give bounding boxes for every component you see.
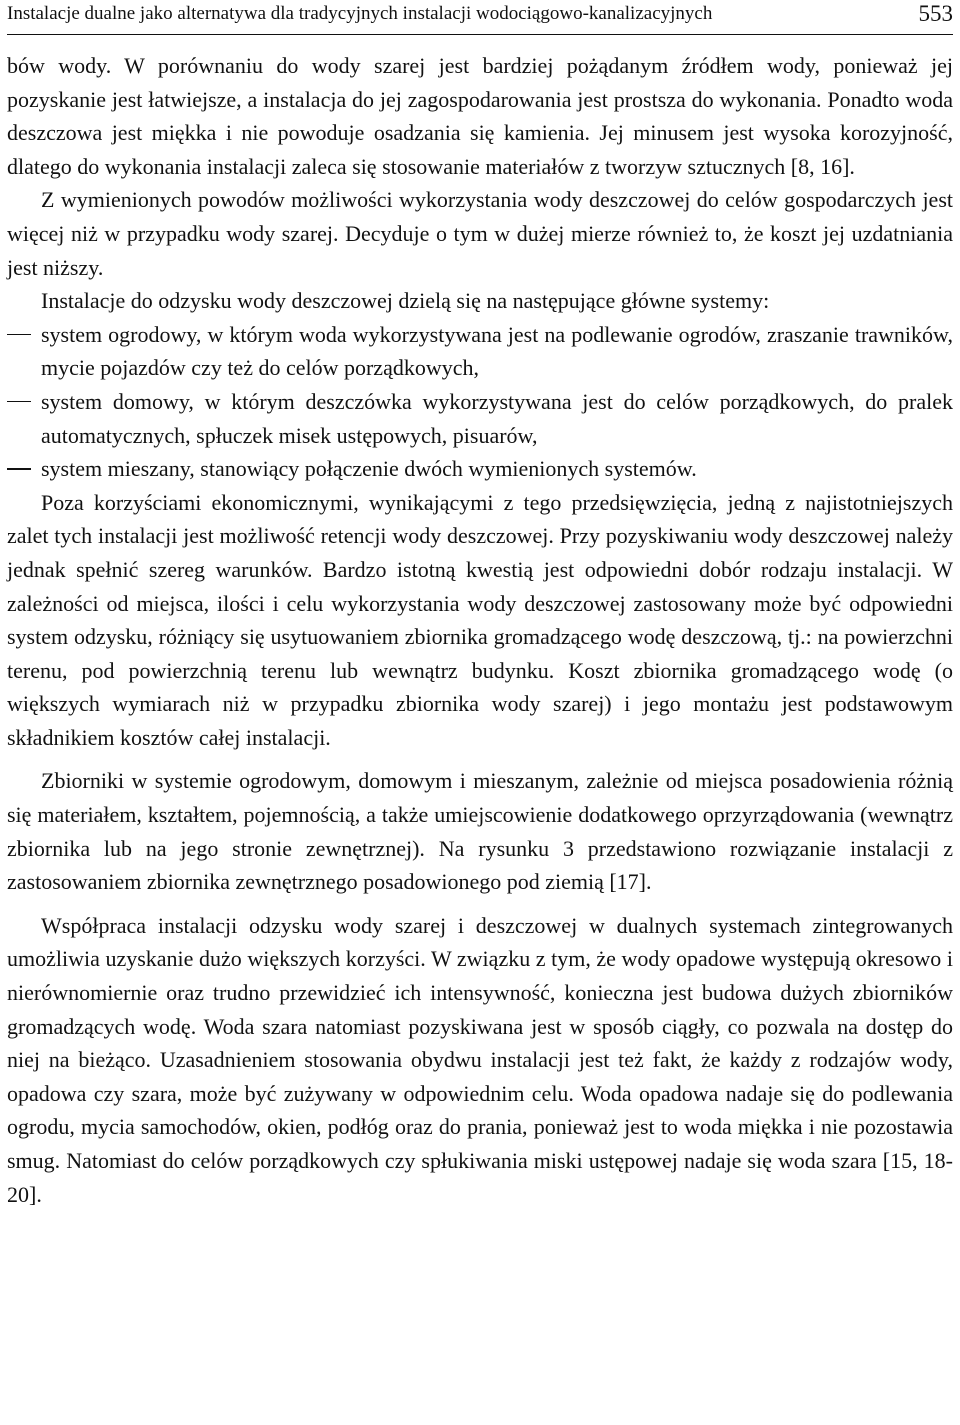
- paragraph-continuation: bów wody. W porównaniu do wody szarej jest bardziej pożądanym źródłem wody, ponieważ jej pozyskanie jest łatwiejsze, a instalacja do jej zagospodarowania jest prostsza do wykonania. Ponadto woda deszczowa jest miękka i nie powoduje osadzania się kamienia. Jej minusem jest wysoka korozyjność, dlatego do wykonania instalacji zaleca się stosowanie materiałów z tworzyw sztucznych [8, 16].: [7, 53, 953, 179]
- dash-bullet-icon: [7, 468, 31, 470]
- running-header-title: Instalacje dualne jako alternatywa dla tradycyjnych instalacji wodociągowo-kanalizacyjnych: [7, 3, 713, 24]
- paragraph-benefits: Poza korzyściami ekonomicznymi, wynikającymi z tego przedsięwzięcia, jedną z najistotniejszych zalet tych instalacji jest możliwość retencji wody deszczowej. Przy pozyskiwaniu wody deszczowej należy jednak spełnić szereg warunków. Bardzo istotną kwestią jest odpowiedni dobór rodzaju instalacji. W zależności od miejsca, ilości i celu wykorzystania wody deszczowej zastosowany może być odpowiedni system odzysku, różniący się usytuowaniem zbiornika gromadzącego wodę deszczową, tj.: na powierzchni terenu, pod powierzchnią terenu lub wewnątrz budynku. Koszt zbiornika gromadzącego wodę (o większych wymiarach niż w przypadku zbiornika wody szarej) i jego montażu jest podstawowym składnikiem kosztów całej instalacji.: [7, 489, 953, 750]
- dash-bullet-icon: [7, 401, 31, 403]
- body-text: [7, 49, 953, 1211]
- list-item: [7, 318, 953, 385]
- dash-bullet-icon: [7, 334, 31, 336]
- list-item: [7, 452, 953, 486]
- list-item: [7, 385, 953, 452]
- paragraph-cooperation: Współpraca instalacji odzysku wody szarej i deszczowej w dualnych systemach zintegrowanych umożliwia uzyskanie dużo większych korzyści. W związku z tym, że wody opadowe występują okresowo i nierównomiernie oraz trudno przewidzieć ich intensywność, konieczna jest budowa dużych zbiorników gromadzących wodę. Woda szara natomiast pozyskiwana jest w sposób ciągły, co pozwala na dostęp do niej na bieżąco. Uzasadnieniem stosowania obydwu instalacji jest też fakt, że każdy z rodzajów wody, opadowa czy szara, może być zużywany w odpowiednim celu. Woda opadowa nadaje się do podlewania ogrodu, mycia samochodów, okien, podłóg oraz do prania, ponieważ jest to woda miękka i nie pozostawia smug. Natomiast do celów porządkowych czy spłukiwania miski ustępowej nadaje się woda szara [15, 18-20].: [7, 912, 953, 1207]
- list-item-text: system ogrodowy, w którym woda wykorzystywana jest na podlewanie ogrodów, zraszanie trawników, mycie pojazdów czy też do celów porządkowych,: [41, 321, 953, 381]
- page-number: 553: [918, 1, 953, 26]
- running-header: [7, 0, 953, 35]
- list-item-text: system mieszany, stanowiący połączenie dwóch wymienionych systemów.: [41, 456, 697, 482]
- systems-list: [7, 318, 953, 486]
- paragraph-tanks: Zbiorniki w systemie ogrodowym, domowym i mieszanym, zależnie od miejsca posadowienia różnią się materiałem, kształtem, pojemnością, a także umiejscowienie dodatkowego oprzyrządowania (wewnątrz zbiornika lub na jego stronie zewnętrznej). Na rysunku 3 przedstawiono rozwiązanie instalacji z zastosowaniem zbiornika zewnętrznego posadowionego pod ziemią [17].: [7, 768, 953, 895]
- list-item-text: system domowy, w którym deszczówka wykorzystywana jest do celów porządkowych, do pralek automatycznych, spłuczek misek ustępowych, pisuarów,: [41, 388, 953, 448]
- paragraph-reasons: Z wymienionych powodów możliwości wykorzystania wody deszczowej do celów gospodarczych jest więcej niż w przypadku wody szarej. Decyduje o tym w dużej mierze również to, że koszt jej uzdatniania jest niższy.: [7, 187, 953, 280]
- paragraph-systems-intro: Instalacje do odzysku wody deszczowej dzielą się na następujące główne systemy:: [41, 288, 770, 314]
